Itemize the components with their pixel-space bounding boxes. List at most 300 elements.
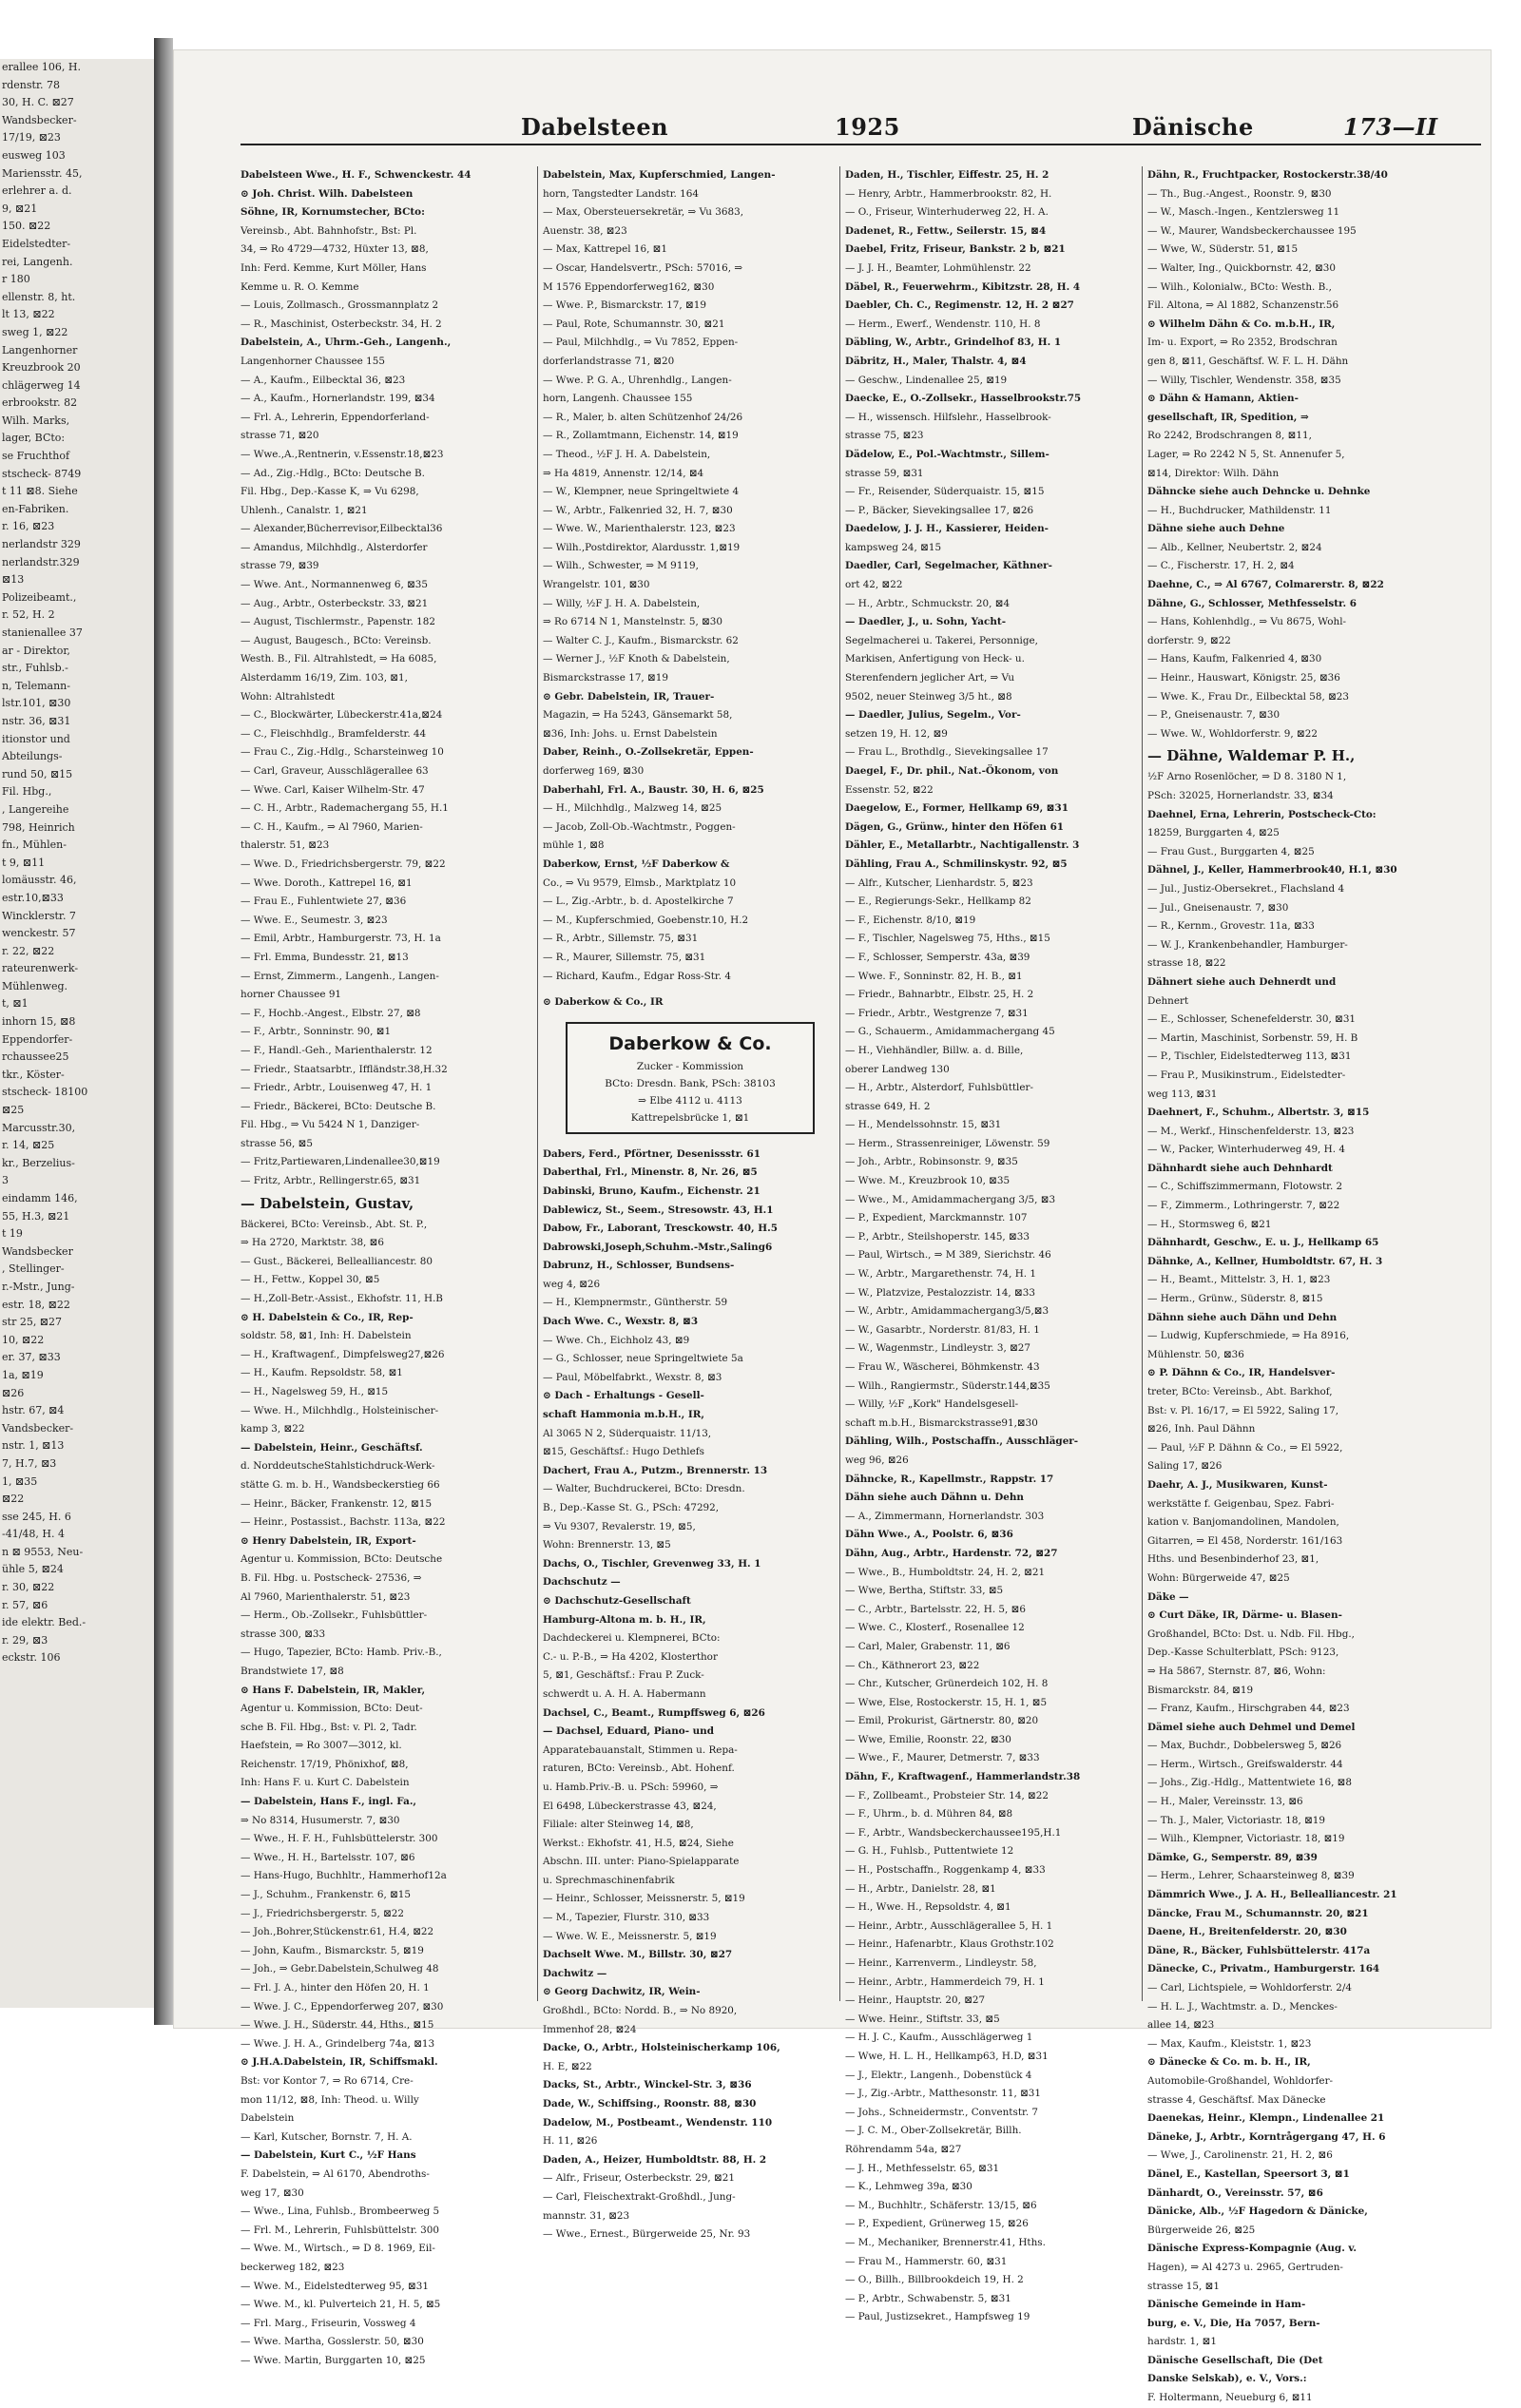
directory-entry-line: — H., wissensch. Hilfslehr., Hasselbrook- [845, 411, 1051, 423]
directory-entry-heading: Dämel siehe auch Dehmel und Demel [1147, 1721, 1356, 1733]
directory-entry-line: — Wilh., Schwester, ⇒ M 9119, [543, 560, 699, 572]
directory-entry-line: weg 17, ⊠30 [241, 2186, 304, 2199]
fragment-line: r. 57, ⊠6 [2, 1598, 48, 1611]
directory-entry-line: Al 7960, Marienthalerstr. 51, ⊠23 [241, 1590, 411, 1603]
directory-entry-line: — Frau W., Wäscherei, Böhmkenstr. 43 [845, 1361, 1040, 1373]
directory-entry-line: — Walter, Buchdruckerei, BCto: Dresdn. [543, 1483, 745, 1495]
directory-entry-line: — H., Beamt., Mittelstr. 3, H. 1, ⊠23 [1147, 1274, 1331, 1286]
directory-entry-line: — Wwe., M., Amidammachergang 3/5, ⊠3 [845, 1193, 1056, 1205]
directory-entry-line: — Carl, Graveur, Ausschlägerallee 63 [241, 765, 429, 777]
directory-entry-heading: Däbritz, H., Maler, Thalstr. 4, ⊠4 [845, 355, 1027, 367]
directory-entry-line: — August, Baugesch., BCto: Vereinsb. [241, 634, 432, 646]
directory-entry-line: Mühlenstr. 50, ⊠36 [1147, 1348, 1244, 1360]
fragment-line: inhorn 15, ⊠8 [2, 1015, 76, 1029]
directory-entry-line: Fil. Altona, ⇒ Al 1882, Schanzenstr.56 [1147, 299, 1339, 312]
fragment-line: str 25, ⊠27 [2, 1316, 63, 1329]
directory-entry-line: — H., Viehhändler, Billw. a. d. Bille, [845, 1044, 1024, 1056]
fragment-line: tkr., Köster- [2, 1068, 65, 1081]
directory-entry-line: — W., Wagenmstr., Lindleystr. 3, ⊠27 [845, 1342, 1031, 1355]
directory-entry-heading: Daenekas, Heinr., Klempn., Lindenallee 21 [1147, 2112, 1385, 2125]
directory-entry-heading: — Dabelstein, Heinr., Geschäftsf. [241, 1441, 423, 1454]
directory-entry-line: — O., Friseur, Winterhuderweg 22, H. A. [845, 206, 1049, 219]
directory-entry-line: — P., Expedient, Grünerweg 15, ⊠26 [845, 2218, 1029, 2230]
directory-entry-heading: Dabelstein, A., Uhrm.-Geh., Langenh., [241, 337, 452, 349]
directory-entry-line: strasse 75, ⊠23 [845, 430, 924, 442]
directory-entry-line: — Paul, Milchhdlg., ⇒ Vu 7852, Eppen- [543, 337, 739, 349]
directory-entry-line: El 6498, Lübeckerstrasse 43, ⊠24, [543, 1800, 717, 1812]
directory-entry-line: — R., Maler, b. alten Schützenhof 24/26 [543, 411, 743, 423]
directory-entry-line: strasse 18, ⊠22 [1147, 957, 1226, 970]
fragment-line: Marcusstr.30, [2, 1121, 76, 1134]
directory-entry-line: strasse 15, ⊠1 [1147, 2280, 1220, 2292]
fragment-line: Polizeibeamt., [2, 590, 77, 604]
directory-entry-heading: Daehr, A. J., Musikwaren, Kunst- [1147, 1478, 1328, 1491]
page-header [174, 107, 1491, 145]
directory-entry-line: — Wwe. M., Wirtsch., ⇒ D 8. 1969, Eil- [241, 2243, 435, 2255]
directory-entry-line: 34, ⇒ Ro 4729—4732, Hüxter 13, ⊠8, [241, 243, 429, 256]
directory-entry-line: Wohn: Brennerstr. 13, ⊠5 [543, 1539, 671, 1551]
fragment-line: rateurenwerk- [2, 962, 79, 975]
directory-entry-line: — Geschw., Lindenallee 25, ⊠19 [845, 374, 1008, 386]
directory-entry-line: — H., Arbtr., Danielstr. 28, ⊠1 [845, 1882, 996, 1895]
directory-entry-heading: Dähnert siehe auch Dehnerdt und [1147, 975, 1337, 988]
directory-entry-line: schwerdt u. A. H. A. Habermann [543, 1687, 706, 1700]
directory-entry-line: Röhrendamm 54a, ⊠27 [845, 2143, 962, 2155]
directory-entry-heading: Dacke, O., Arbtr., Holsteinischerkamp 106, [543, 2042, 780, 2054]
directory-entry-line: — Alfr., Friseur, Osterbeckstr. 29, ⊠21 [543, 2172, 735, 2185]
directory-entry-line: — Joh., Arbtr., Robinsonstr. 9, ⊠35 [845, 1156, 1018, 1168]
directory-entry-line: — Wilh., Rangiermstr., Süderstr.144,⊠35 [845, 1379, 1050, 1392]
directory-entry-line: C.- u. P.-B., ⇒ Ha 4202, Klosterthor [543, 1650, 718, 1663]
directory-entry-heading: Dabelsteen Wwe., H. F., Schwenckestr. 44 [241, 169, 472, 181]
directory-entry-line: Inh: Hans F. u. Kurt C. Dabelstein [241, 1777, 410, 1789]
directory-entry-line: Magazin, ⇒ Ha 5243, Gänsemarkt 58, [543, 709, 733, 722]
directory-entry-line: B., Dep.-Kasse St. G., PSch: 47292, [543, 1502, 720, 1513]
directory-entry-line: weg 113, ⊠31 [1147, 1088, 1218, 1100]
previous-page-fragment [0, 59, 154, 2008]
fragment-line: nstr. 1, ⊠13 [2, 1439, 65, 1453]
directory-entry-line: — Carl, Lichtspiele, ⇒ Wohldorferstr. 2/4 [1147, 1982, 1352, 1994]
directory-entry-line: kampsweg 24, ⊠15 [845, 541, 942, 553]
directory-entry-line: — A., Kaufm., Hornerlandstr. 199, ⊠34 [241, 393, 435, 405]
directory-entry-line: — H., Arbtr., Schmuckstr. 20, ⊠4 [845, 597, 1011, 609]
directory-entry-line: mon 11/12, ⊠8, Inh: Theod. u. Willy [241, 2093, 419, 2106]
directory-entry-line: — A., Zimmermann, Hornerlandstr. 303 [845, 1510, 1045, 1522]
directory-entry-line: — Wwe. M., Kreuzbrook 10, ⊠35 [845, 1175, 1011, 1187]
fragment-line: ⊠22 [2, 1493, 25, 1506]
fragment-line: fn., Mühlen- [2, 838, 67, 852]
directory-entry-line: — F., Uhrm., b. d. Mühren 84, ⊠8 [845, 1808, 1013, 1820]
directory-entry-line: Großhdl., BCto: Nordd. B., ⇒ No 8920, [543, 2005, 738, 2017]
directory-entry-line: — Wwe. J. C., Eppendorferweg 207, ⊠30 [241, 2000, 444, 2013]
fragment-line: 1, ⊠35 [2, 1474, 38, 1488]
directory-entry-heading: Dabelstein, Max, Kupferschmied, Langen- [543, 169, 776, 181]
fragment-line: se Fruchthof [2, 450, 70, 463]
directory-entry-line: u. Hamb.Priv.-B. u. PSch: 59960, ⇒ [543, 1781, 719, 1793]
ad-line: BCto: Dresdn. Bank, PSch: 38103 [605, 1077, 776, 1089]
directory-entry-line: — Wwe. E., Seumestr. 3, ⊠23 [241, 914, 388, 926]
directory-entry-line: Langenhorner Chaussee 155 [241, 355, 385, 367]
directory-entry-line: — Wwe.,A.,Rentnerin, v.Essenstr.18,⊠23 [241, 448, 444, 460]
directory-entry-line: u. Sprechmaschinenfabrik [543, 1874, 675, 1886]
directory-entry-line: — Max, Kaufm., Kleiststr. 1, ⊠23 [1147, 2037, 1312, 2050]
column-3 [845, 166, 1136, 2323]
directory-entry-heading: Dähn siehe auch Dähnn u. Dehn [845, 1492, 1024, 1504]
directory-entry-line: Reichenstr. 17/19, Phönixhof, ⊠8, [241, 1758, 409, 1770]
directory-entry-heading: Däne, R., Bäcker, Fuhlsbüttelerstr. 417a [1147, 1944, 1371, 1956]
directory-entry-heading: Daberkow, Ernst, ½F Daberkow & [543, 857, 730, 870]
directory-entry-line: weg 4, ⊠26 [543, 1278, 601, 1290]
directory-entry-line: Sterenfendern jeglicher Art, ⇒ Vu [845, 672, 1015, 684]
directory-entry-line: — Gust., Bäckerei, Bellealliancestr. 80 [241, 1255, 433, 1267]
directory-entry-heading: Dänische Gemeinde in Ham- [1147, 2299, 1306, 2311]
directory-entry-line: — H., Arbtr., Alsterdorf, Fuhlsbüttler- [845, 1082, 1033, 1094]
directory-entry-line: — Hans-Hugo, Buchhltr., Hammerhof12a [241, 1870, 447, 1882]
directory-entry-heading: Dadenet, R., Fettw., Seilerstr. 15, ⊠4 [845, 224, 1047, 237]
directory-entry-line: — W., Masch.-Ingen., Kentzlersweg 11 [1147, 206, 1340, 219]
directory-entry-line: F. Holtermann, Neueburg 6, ⊠11 [1147, 2392, 1313, 2404]
directory-entry-heading: Daene, H., Breitenfelderstr. 20, ⊠30 [1147, 1926, 1347, 1938]
directory-entry-line: — Herm., Ewerf., Wendenstr. 110, H. 8 [845, 318, 1041, 330]
directory-entry-line: sche B. Fil. Hbg., Bst: v. Pl. 2, Tadr. [241, 1721, 417, 1733]
fragment-line: erbrookstr. 82 [2, 396, 78, 410]
fragment-line: nerlandstr 329 [2, 538, 81, 551]
directory-entry-line: — Max, Buchdr., Dobbelersweg 5, ⊠26 [1147, 1740, 1342, 1752]
directory-entry-line: — Wwe. M., kl. Pulverteich 21, H. 5, ⊠5 [241, 2299, 441, 2311]
directory-entry-line: strasse 56, ⊠5 [241, 1137, 313, 1149]
fragment-line: t, ⊠1 [2, 997, 29, 1011]
directory-entry-heading: Dänische Express-Kompagnie (Aug. v. [1147, 2243, 1357, 2255]
directory-entry-line: Gitarren, ⇒ El 458, Norderstr. 161/163 [1147, 1534, 1343, 1547]
fragment-line: er. 37, ⊠33 [2, 1351, 61, 1364]
column-4 [1147, 166, 1438, 2404]
directory-entry-line: — Joh.,Bohrer,Stückenstr.61, H.4, ⊠22 [241, 1926, 434, 1938]
directory-entry-heading: Daegel, F., Dr. phil., Nat.-Ökonom, von [845, 765, 1059, 777]
directory-entry-line: — H., Mendelssohnstr. 15, ⊠31 [845, 1119, 1002, 1131]
directory-entry-line: Immenhof 28, ⊠24 [543, 2023, 637, 2035]
fragment-line: r. 16, ⊠23 [2, 520, 55, 533]
directory-entry-line: Wohn: Bürgerweide 47, ⊠25 [1147, 1571, 1290, 1584]
directory-entry-line: Agentur u. Kommission, BCto: Deutsche [241, 1553, 443, 1566]
directory-entry-line: ⊠15, Geschäftsf.: Hugo Dethlefs [543, 1446, 704, 1458]
directory-entry-line: — Wwe. P. G. A., Uhrenhdlg., Langen- [543, 374, 732, 386]
fragment-line: , Stellinger- [2, 1262, 65, 1276]
fragment-line: rund 50, ⊠15 [2, 767, 73, 780]
directory-entry-line: Dabelstein [241, 2112, 295, 2125]
directory-columns [241, 166, 1476, 2404]
directory-entry-line: Wrangelstr. 101, ⊠30 [543, 579, 650, 591]
directory-entry-line: Agentur u. Kommission, BCto: Deut- [241, 1703, 423, 1715]
directory-entry-line: — Wwe. Ant., Normannenweg 6, ⊠35 [241, 579, 429, 591]
directory-entry-line: Bst: v. Pl. 16/17, ⇒ El 5922, Saling 17, [1147, 1404, 1339, 1416]
directory-entry-line: — Wwe. Heinr., Stiftstr. 33, ⊠5 [845, 2013, 1000, 2025]
directory-entry-line: Filiale: alter Steinweg 14, ⊠8, [543, 1819, 694, 1831]
directory-entry-line: — P., Bäcker, Sievekingsallee 17, ⊠26 [845, 504, 1034, 516]
directory-entry-line: — Friedr., Staatsarbtr., Iffländstr.38,H.32 [241, 1063, 448, 1075]
directory-entry-line: — H., Kraftwagenf., Dimpfelsweg27,⊠26 [241, 1348, 445, 1360]
directory-entry-line: — M., Kupferschmied, Goebenstr.10, H.2 [543, 914, 749, 926]
column-divider [839, 166, 840, 2001]
fragment-line: 30, H. C. ⊠27 [2, 96, 74, 109]
directory-entry-line: — Franz, Kaufm., Hirschgraben 44, ⊠23 [1147, 1703, 1350, 1715]
fragment-line: Abteilungs- [2, 750, 63, 763]
directory-entry-line: — F., Arbtr., Wandsbeckerchaussee195,H.1 [845, 1826, 1062, 1839]
directory-entry-line: Dachdeckerei u. Klempnerei, BCto: [543, 1632, 721, 1645]
directory-entry-line: — P., Expedient, Marckmannstr. 107 [845, 1212, 1028, 1224]
directory-entry-heading: Dachwitz — [543, 1967, 607, 1979]
directory-entry-heading: Dabinski, Bruno, Kaufm., Eichenstr. 21 [543, 1185, 760, 1197]
directory-entry-heading: — Dabelstein, Kurt C., ½F Hans [241, 2149, 416, 2162]
fragment-line: , Langereihe [2, 802, 69, 816]
directory-entry-line: — Friedr., Arbtr., Westgrenze 7, ⊠31 [845, 1007, 1029, 1019]
directory-entry-line: — Ad., Zig.-Hdlg., BCto: Deutsche B. [241, 467, 425, 479]
directory-entry-heading: ⊙ Dachschutz-Gesellschaft [543, 1594, 691, 1607]
directory-entry-line: — F., Tischler, Nagelsweg 75, Hths., ⊠15 [845, 933, 1050, 945]
directory-entry-line: — R., Zollamtmann, Eichenstr. 14, ⊠19 [543, 430, 739, 442]
directory-entry-heading: — Dabelstein, Gustav, [241, 1194, 414, 1212]
directory-entry-line: — Heinr., Schlosser, Meissnerstr. 5, ⊠19 [543, 1893, 745, 1905]
directory-entry-line: — Fritz, Arbtr., Rellingerstr.65, ⊠31 [241, 1175, 421, 1187]
directory-entry-line: — Chr., Kutscher, Grünerdeich 102, H. 8 [845, 1678, 1049, 1690]
directory-entry-line: — Heinr., Postassist., Bachstr. 113a, ⊠22 [241, 1516, 446, 1529]
directory-entry-line: Markisen, Anfertigung von Heck- u. [845, 653, 1025, 665]
fragment-line: Mühlenweg. [2, 979, 68, 992]
directory-entry-heading: ⊙ Curt Däke, IR, Därme- u. Blasen- [1147, 1609, 1342, 1622]
directory-entry-line: Hths. und Besenbinderhof 23, ⊠1, [1147, 1553, 1319, 1566]
directory-entry-line: — J. C. M., Ober-Zollsekretär, Billh. [845, 2125, 1022, 2137]
directory-entry-line: H. 11, ⊠26 [543, 2135, 598, 2148]
directory-entry-line: — Alb., Kellner, Neubertstr. 2, ⊠24 [1147, 541, 1322, 553]
directory-entry-line: gen 8, ⊠11, Geschäftsf. W. F. L. H. Dähn [1147, 355, 1349, 367]
header-page-number: 173—II [1343, 113, 1438, 141]
directory-entry-line: — Wwe., H. H., Bartelsstr. 107, ⊠6 [241, 1851, 415, 1863]
directory-entry-line: — C., Blockwärter, Lübeckerstr.41a,⊠24 [241, 709, 443, 722]
fragment-line: nerlandstr.329 [2, 555, 80, 568]
directory-entry-line: horner Chaussee 91 [241, 989, 342, 1001]
directory-entry-line: — Theod., ½F J. H. A. Dabelstein, [543, 448, 711, 460]
fragment-line: sse 245, H. 6 [2, 1510, 71, 1523]
fragment-line: 10, ⊠22 [2, 1333, 45, 1346]
directory-entry-line: ⇒ No 8314, Husumerstr. 7, ⊠30 [241, 1814, 400, 1826]
fragment-line: 798, Heinrich [2, 820, 75, 834]
directory-entry-heading: ⊙ P. Dähnn & Co., IR, Handelsver- [1147, 1367, 1336, 1379]
directory-entry-line: Lager, ⇒ Ro 2242 N 5, St. Annenufer 5, [1147, 448, 1345, 460]
directory-entry-line: — Heinr., Arbtr., Hammerdeich 79, H. 1 [845, 1975, 1045, 1988]
directory-entry-line: Großhandel, BCto: Dst. u. Ndb. Fil. Hbg., [1147, 1628, 1355, 1640]
directory-entry-line: — Frau P., Musikinstrum., Eidelstedter- [1147, 1069, 1346, 1081]
directory-entry-line: M 1576 Eppendorferweg162, ⊠30 [543, 280, 715, 293]
directory-entry-heading: Hamburg-Altona m. b. H., IR, [543, 1613, 706, 1626]
column-divider [537, 166, 538, 2001]
directory-entry-line: B. Fil. Hbg. u. Postscheck- 27536, ⇒ [241, 1571, 422, 1584]
directory-entry-heading: Däbel, R., Feuerwehrm., Kibitzstr. 28, H. 4 [845, 280, 1081, 293]
directory-entry-line [543, 986, 834, 993]
directory-entry-line: — J., Friedrichsbergerstr. 5, ⊠22 [241, 1907, 405, 1919]
directory-entry-heading: ⊙ Dähn & Hamann, Aktien- [1147, 393, 1299, 405]
directory-entry-line: — Herm., Strassenreiniger, Löwenstr. 59 [845, 1137, 1050, 1149]
directory-entry-line: — M., Mechaniker, Brennerstr.41, Hths. [845, 2236, 1046, 2248]
directory-entry-line: — Louis, Zollmasch., Grossmannplatz 2 [241, 299, 439, 312]
directory-entry-line: Bürgerweide 26, ⊠25 [1147, 2224, 1256, 2236]
directory-entry-line: — Martin, Maschinist, Sorbenstr. 59, H. B [1147, 1031, 1358, 1044]
directory-entry-line: — F., Zimmerm., Lothringerstr. 7, ⊠22 [1147, 1200, 1340, 1212]
directory-entry-line: — Richard, Kaufm., Edgar Ross-Str. 4 [543, 970, 731, 982]
directory-entry-line: — H., Maler, Vereinsstr. 13, ⊠6 [1147, 1796, 1303, 1808]
directory-entry-line: H. E, ⊠22 [543, 2060, 592, 2072]
directory-entry-line: — Frau C., Zig.-Hdlg., Scharsteinweg 10 [241, 746, 444, 759]
directory-entry-heading: Daehne, C., ⇒ Al 6767, Colmarerstr. 8, ⊠22 [1147, 579, 1384, 591]
fragment-line: str., Fuhlsb.- [2, 662, 68, 675]
directory-entry-line: ⊠14, Direktor: Wilh. Dähn [1147, 467, 1280, 479]
fragment-line: ⊠13 [2, 573, 25, 587]
directory-entry-line: allee 14, ⊠23 [1147, 2019, 1215, 2032]
directory-entry-line: dorferstr. 9, ⊠22 [1147, 634, 1231, 646]
directory-entry-heading: — Daedler, Julius, Segelm., Vor- [845, 709, 1021, 722]
directory-entry-line: horn, Tangstedter Landstr. 164 [543, 187, 699, 200]
directory-entry-line: weg 96, ⊠26 [845, 1454, 909, 1466]
directory-entry-heading: Dähn, F., Kraftwagenf., Hammerlandstr.38 [845, 1771, 1081, 1783]
directory-entry-line: strasse 4, Geschäftsf. Max Dänecke [1147, 2093, 1326, 2106]
fragment-line: ellenstr. 8, ht. [2, 290, 76, 303]
directory-entry-line: — F., Hochb.-Angest., Elbstr. 27, ⊠8 [241, 1007, 421, 1019]
directory-entry-line: Uhlenh., Canalstr. 1, ⊠21 [241, 504, 368, 516]
directory-entry-line: — C., Schiffszimmermann, Flotowstr. 2 [1147, 1181, 1343, 1193]
fragment-line: -41/48, H. 4 [2, 1528, 65, 1541]
fragment-line: r 180 [2, 273, 30, 286]
directory-entry-line: — Werner J., ½F Knoth & Dabelstein, [543, 653, 730, 665]
directory-entry-line: — Wwe, W., Süderstr. 51, ⊠15 [1147, 243, 1299, 256]
header-year: 1925 [835, 113, 900, 141]
directory-entry-line: Westh. B., Fil. Altrahlstedt, ⇒ Ha 6085, [241, 653, 437, 665]
directory-entry-line: — Joh., ⇒ Gebr.Dabelstein,Schulweg 48 [241, 1963, 439, 1975]
directory-entry-line: Hagen), ⇒ Al 4273 u. 2965, Gertruden- [1147, 2261, 1343, 2273]
directory-entry-heading: Däneke, J., Arbtr., Korntrågergang 47, H. 6 [1147, 2130, 1386, 2143]
directory-entry-heading: Dähnel, J., Keller, Hammerbrook40, H.1, ⊠30 [1147, 864, 1397, 877]
directory-entry-line: — Wwe. W., Wohldorferstr. 9, ⊠22 [1147, 727, 1318, 740]
directory-entry-line: 18259, Burggarten 4, ⊠25 [1147, 827, 1280, 839]
fragment-line: r.-Mstr., Jung- [2, 1280, 75, 1293]
directory-entry-heading: Dähnke, A., Kellner, Humboldtstr. 67, H. 3 [1147, 1255, 1383, 1267]
directory-entry-line: — Heinr., Bäcker, Frankenstr. 12, ⊠15 [241, 1497, 433, 1510]
directory-entry-heading: Däncke, Frau M., Schumannstr. 20, ⊠21 [1147, 1907, 1369, 1919]
fragment-line: lager, BCto: [2, 432, 66, 445]
directory-entry-line: — W., Klempner, neue Springeltwiete 4 [543, 486, 740, 498]
fragment-line: Eppendorfer- [2, 1032, 73, 1046]
ad-line: Kattrepelsbrücke 1, ⊠1 [630, 1111, 750, 1124]
directory-entry-heading: Daberthal, Frl., Minenstr. 8, Nr. 26, ⊠5 [543, 1166, 758, 1179]
fragment-line: eckstr. 106 [2, 1651, 61, 1665]
fragment-line: r. 29, ⊠3 [2, 1633, 48, 1647]
directory-entry-line: horn, Langenh. Chaussee 155 [543, 393, 693, 405]
directory-entry-line: Bäckerei, BCto: Vereinsb., Abt. St. P., [241, 1218, 428, 1230]
fragment-line: lt 13, ⊠22 [2, 308, 55, 321]
fragment-line: hstr. 67, ⊠4 [2, 1404, 65, 1417]
directory-entry-heading: Dadelow, M., Postbeamt., Wendenstr. 110 [543, 2116, 773, 2129]
directory-entry-heading: Dähler, E., Metallarbtr., Nachtigallenstr. 3 [845, 839, 1080, 852]
directory-entry-line: — Frl. J. A., hinter den Höfen 20, H. 1 [241, 1982, 430, 1994]
directory-entry-heading: Dähncke siehe auch Dehncke u. Dehnke [1147, 486, 1371, 498]
directory-entry-line: — R., Maschinist, Osterbeckstr. 34, H. 2 [241, 318, 442, 330]
directory-entry-heading: Daehnert, F., Schuhm., Albertstr. 3, ⊠15 [1147, 1107, 1370, 1119]
directory-entry-line: — Frau M., Hammerstr. 60, ⊠31 [845, 2255, 1008, 2267]
directory-entry-heading: — Dabelstein, Hans F., ingl. Fa., [241, 1796, 417, 1808]
fragment-line: Wincklerstr. 7 [2, 909, 76, 922]
directory-entry-line: Dehnert [1147, 994, 1189, 1007]
directory-page [173, 49, 1492, 2404]
directory-entry-line: — H., Postschaffn., Roggenkamp 4, ⊠33 [845, 1864, 1046, 1877]
fragment-line: kr., Berzelius- [2, 1156, 75, 1169]
fragment-line: Mariensstr. 45, [2, 166, 83, 180]
directory-entry-line: — Max, Obersteuersekretär, ⇒ Vu 3683, [543, 206, 744, 219]
directory-entry-line: — Carl, Maler, Grabenstr. 11, ⊠6 [845, 1640, 1011, 1652]
fragment-line: itionstor und [2, 732, 70, 745]
directory-entry-line: — H., Kaufm. Repsoldstr. 58, ⊠1 [241, 1367, 403, 1379]
directory-entry-line: — Paul, Wirtsch., ⇒ M 389, Sierichstr. 46 [845, 1249, 1051, 1262]
fragment-line: eusweg 103 [2, 148, 66, 162]
directory-entry-heading: Daber, Reinh., O.-Zollsekretär, Eppen- [543, 746, 754, 759]
directory-entry-line: — August, Tischlermstr., Papenstr. 182 [241, 616, 435, 628]
fragment-line: nstr. 36, ⊠31 [2, 714, 71, 727]
directory-entry-line: — Friedr., Arbtr., Louisenweg 47, H. 1 [241, 1082, 433, 1094]
directory-entry-line: — Johs., Schneidermstr., Conventstr. 7 [845, 2106, 1039, 2118]
directory-entry-line: setzen 19, H. 12, ⊠9 [845, 727, 948, 740]
directory-entry-line: ½F Arno Rosenlöcher, ⇒ D 8. 3180 N 1, [1147, 771, 1347, 783]
directory-entry-line: — Willy, Tischler, Wendenstr. 358, ⊠35 [1147, 374, 1341, 386]
directory-entry-line: — Paul, Möbelfabrkt., Wexstr. 8, ⊠3 [543, 1371, 722, 1383]
fragment-line: rei, Langenh. [2, 255, 73, 268]
directory-entry-line: — L., Zig.-Arbtr., b. d. Apostelkirche 7 [543, 896, 734, 908]
ad-line: Zucker - Kommission [636, 1060, 744, 1072]
fragment-line: t 9, ⊠11 [2, 856, 46, 869]
directory-entry-line: — Wwe. C., Klosterf., Rosenallee 12 [845, 1622, 1025, 1634]
directory-entry-line: — H. J. C., Kaufm., Ausschlägerweg 1 [845, 2032, 1033, 2044]
directory-entry-heading: Däke — [1147, 1590, 1189, 1603]
directory-entry-line: Werkst.: Ekhofstr. 41, H.5, ⊠24, Siehe [543, 1837, 734, 1849]
directory-entry-line: — Heinr., Arbtr., Ausschlägerallee 5, H. 1 [845, 1919, 1053, 1932]
directory-entry-line: — F., Zollbeamt., Probsteier Str. 14, ⊠22 [845, 1789, 1049, 1801]
directory-entry-line: — Th., Bug.-Angest., Roonstr. 9, ⊠30 [1147, 187, 1332, 200]
directory-entry-line: — Ernst, Zimmerm., Langenh., Langen- [241, 970, 439, 982]
directory-entry-heading: Daebler, Ch. C., Regimenstr. 12, H. 2 ⊠27 [845, 299, 1074, 312]
directory-entry-line: — J., Zig.-Arbtr., Matthesonstr. 11, ⊠31 [845, 2088, 1041, 2100]
directory-entry-line: dorferweg 169, ⊠30 [543, 765, 645, 777]
directory-entry-line: — Wwe. Martin, Burggarten 10, ⊠25 [241, 2354, 426, 2366]
fragment-line: estr.10,⊠33 [2, 891, 64, 904]
directory-entry-line: — Wilh.,Postdirektor, Alardusstr. 1,⊠19 [543, 541, 741, 553]
directory-entry-line: — C., Fischerstr. 17, H. 2, ⊠4 [1147, 560, 1295, 572]
directory-entry-heading: Daberhahl, Frl. A., Baustr. 30, H. 6, ⊠25 [543, 783, 764, 796]
fragment-line: Fil. Hbg., [2, 785, 52, 799]
directory-entry-heading: Daedelow, J. J. H., Kassierer, Heiden- [845, 523, 1049, 535]
fragment-line: eindamm 146, [2, 1192, 78, 1204]
directory-entry-heading: Dachschutz — [543, 1576, 621, 1589]
directory-entry-line: — Herm., Ob.-Zollsekr., Fuhlsbüttler- [241, 1609, 428, 1622]
directory-entry-line: — Herm., Lehrer, Schaarsteinweg 8, ⊠39 [1147, 1870, 1355, 1882]
directory-entry-heading: Daden, A., Heizer, Humboldtstr. 88, H. 2 [543, 2153, 767, 2166]
directory-entry-line: — P., Gneisenaustr. 7, ⊠30 [1147, 709, 1280, 722]
directory-entry-line: — Wwe. Martha, Gosslerstr. 50, ⊠30 [241, 2336, 424, 2348]
directory-entry-heading: Dänecke, C., Privatm., Hamburgerstr. 164 [1147, 1963, 1380, 1975]
directory-entry-line: — Wwe., B., Humboldtstr. 24, H. 2, ⊠21 [845, 1566, 1046, 1578]
directory-entry-line: Alsterdamm 16/19, Zim. 103, ⊠1, [241, 672, 408, 684]
fragment-line: lstr.101, ⊠30 [2, 697, 71, 710]
directory-entry-line: — Aug., Arbtr., Osterbeckstr. 33, ⊠21 [241, 597, 429, 609]
directory-entry-line: treter, BCto: Vereinsb., Abt. Barkhof, [1147, 1386, 1333, 1397]
directory-entry-line: — Friedr., Bahnarbtr., Elbstr. 25, H. 2 [845, 989, 1034, 1001]
directory-entry-line: — Heinr., Hauptstr. 20, ⊠27 [845, 1994, 986, 2007]
directory-entry-line: — Amandus, Milchhdlg., Alsterdorfer [241, 541, 428, 553]
directory-entry-line: ⇒ Ha 2720, Marktstr. 38, ⊠6 [241, 1237, 384, 1249]
